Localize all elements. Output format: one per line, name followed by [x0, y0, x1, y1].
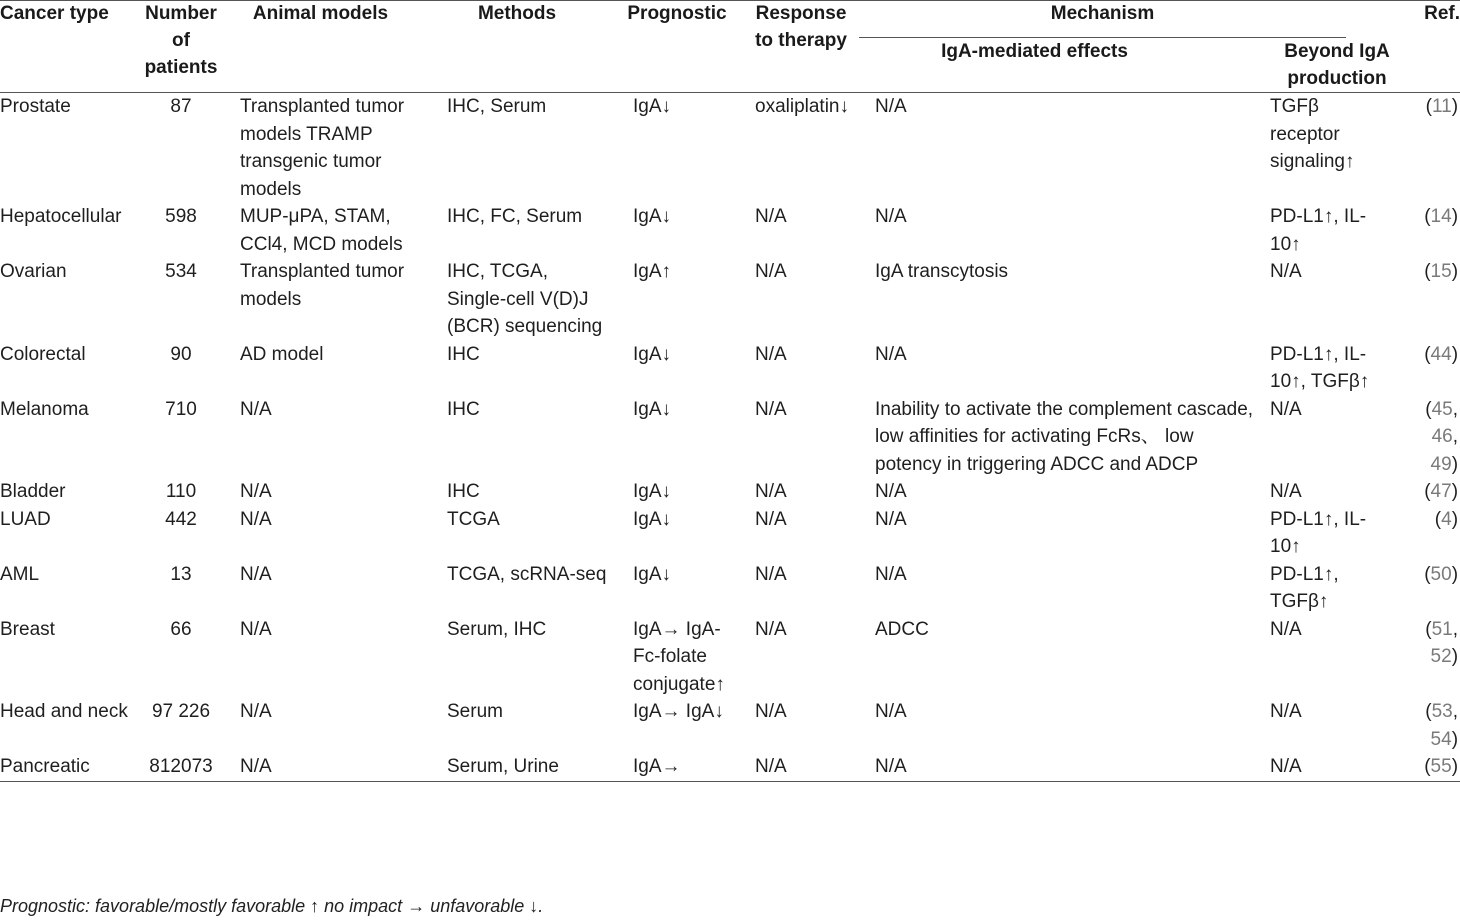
- cell-response-to-therapy: N/A: [755, 701, 787, 722]
- cell-animal-models: N/A: [240, 398, 272, 420]
- cell-number-of-patients: 110: [165, 481, 197, 502]
- cell-prognostic: IgA↑: [633, 261, 672, 282]
- cell-cancer-type: Colorectal: [0, 343, 86, 365]
- cell-iga-mediated-effects: IgA transcytosis: [875, 261, 1009, 282]
- ref-link[interactable]: 46: [1431, 426, 1453, 447]
- header-animal-models: Animal models: [224, 0, 447, 93]
- cell-number-of-patients: 534: [165, 261, 197, 282]
- cell-beyond-iga-production: TGFβ receptor signaling↑: [1270, 96, 1355, 172]
- ref-link[interactable]: 44: [1430, 343, 1452, 365]
- cell-animal-models: MUP-μPA, STAM, CCl4, MCD models: [240, 206, 403, 255]
- ref-link[interactable]: 15: [1430, 261, 1452, 282]
- cell-ref: (51, 52): [1425, 618, 1459, 667]
- table-row: [0, 258, 1460, 341]
- ref-link[interactable]: 50: [1430, 563, 1452, 585]
- cell-response-to-therapy: N/A: [755, 563, 787, 585]
- cell-response-to-therapy: N/A: [755, 618, 787, 640]
- cell-number-of-patients: 97 226: [151, 701, 211, 722]
- cell-number-of-patients: 13: [170, 563, 192, 585]
- cell-methods: Serum, Urine: [447, 753, 617, 781]
- cell-ref: (45, 46, 49): [1425, 398, 1459, 475]
- cell-prognostic: IgA↓: [633, 563, 672, 585]
- cell-beyond-iga-production: N/A: [1270, 753, 1404, 781]
- cell-cancer-type: Head and neck: [0, 701, 128, 722]
- cell-methods: TCGA: [447, 508, 500, 530]
- cell-response-to-therapy: N/A: [739, 753, 859, 781]
- cell-methods: IHC, Serum: [447, 96, 547, 117]
- cell-methods: TCGA, scRNA-seq: [447, 563, 607, 585]
- table-row: [0, 561, 1460, 616]
- cell-prognostic: IgA→ IgA-Fc-folate conjugate↑: [633, 618, 725, 695]
- cell-response-to-therapy: N/A: [755, 508, 787, 530]
- cell-ref: (47): [1424, 481, 1459, 502]
- cell-ref: (15): [1424, 261, 1459, 282]
- header-prognostic: Prognostic: [617, 0, 739, 93]
- ref-link[interactable]: 14: [1430, 206, 1452, 227]
- cell-cancer-type: AML: [0, 563, 40, 585]
- cell-beyond-iga-production: PD-L1↑, IL-10↑: [1270, 508, 1367, 557]
- cell-beyond-iga-production: N/A: [1270, 261, 1302, 282]
- cell-iga-mediated-effects: N/A: [875, 508, 907, 530]
- cell-prognostic: IgA↓: [633, 206, 672, 227]
- cell-prognostic: IgA↓: [633, 398, 672, 420]
- cell-number-of-patients: 710: [165, 398, 197, 420]
- cell-prognostic: IgA→: [617, 753, 739, 781]
- table-row: [0, 341, 1460, 396]
- cell-beyond-iga-production: PD-L1↑, TGFβ↑: [1270, 563, 1339, 612]
- table-body: [0, 93, 1460, 782]
- cell-ref: (50): [1424, 563, 1459, 585]
- cell-prognostic: IgA↓: [633, 96, 672, 117]
- header-number-of-patients: Number of patients: [138, 0, 224, 93]
- cell-iga-mediated-effects: N/A: [875, 206, 907, 227]
- cell-response-to-therapy: N/A: [755, 261, 787, 282]
- cell-response-to-therapy: oxaliplatin↓: [755, 96, 849, 117]
- cell-methods: IHC, TCGA, Single-cell V(D)J (BCR) sequencing: [447, 261, 603, 337]
- cell-methods: IHC: [447, 343, 480, 365]
- cell-ref: (53, 54): [1425, 701, 1459, 750]
- cell-number-of-patients: 66: [170, 618, 192, 640]
- cell-methods: IHC: [447, 398, 480, 420]
- cell-cancer-type: Hepatocellular: [0, 206, 122, 227]
- cell-ref: (14): [1424, 206, 1459, 227]
- cell-prognostic: IgA→ IgA↓: [633, 701, 724, 722]
- table-row: [0, 753, 1460, 781]
- ref-link[interactable]: 11: [1431, 96, 1452, 117]
- cell-response-to-therapy: N/A: [755, 343, 787, 365]
- cell-ref: (4): [1434, 508, 1459, 530]
- cell-cancer-type: Bladder: [0, 481, 66, 502]
- cell-response-to-therapy: N/A: [755, 481, 787, 502]
- header-response-to-therapy: Response to therapy: [739, 0, 859, 93]
- cell-beyond-iga-production: N/A: [1270, 398, 1302, 420]
- table-footnote: Prognostic: favorable/mostly favorable ↑ no impact → unfavorable ↓.: [0, 896, 544, 916]
- header-cancer-type: Cancer type: [0, 0, 138, 93]
- cell-number-of-patients: 812073: [138, 753, 224, 781]
- cell-iga-mediated-effects: N/A: [859, 753, 1270, 781]
- cell-iga-mediated-effects: N/A: [875, 563, 907, 585]
- cell-beyond-iga-production: PD-L1↑, IL-10↑, TGFβ↑: [1270, 343, 1370, 392]
- cell-beyond-iga-production: N/A: [1270, 481, 1302, 502]
- cell-number-of-patients: 442: [165, 508, 197, 530]
- cell-ref: (44): [1424, 343, 1459, 365]
- cell-prognostic: IgA↓: [633, 343, 672, 365]
- ref-link[interactable]: 45: [1431, 398, 1453, 420]
- ref-link[interactable]: 49: [1430, 453, 1452, 475]
- header-ref: Ref.: [1404, 0, 1460, 93]
- header-mechanism-label: Mechanism: [859, 0, 1346, 38]
- ref-link[interactable]: 55: [1430, 756, 1452, 777]
- ref-link[interactable]: 51: [1431, 618, 1453, 640]
- cell-iga-mediated-effects: N/A: [875, 96, 907, 117]
- header-mechanism: [859, 0, 1404, 38]
- cell-beyond-iga-production: PD-L1↑, IL-10↑: [1270, 206, 1367, 255]
- cell-methods: Serum, IHC: [447, 618, 547, 640]
- cell-methods: IHC: [447, 481, 480, 502]
- cell-animal-models: N/A: [240, 563, 272, 585]
- cell-beyond-iga-production: N/A: [1270, 701, 1302, 722]
- cell-cancer-type: Breast: [0, 618, 55, 640]
- cell-number-of-patients: 90: [170, 343, 192, 365]
- cell-prognostic: IgA↓: [633, 481, 672, 502]
- table-row: [0, 616, 1460, 699]
- cell-animal-models: N/A: [224, 753, 447, 781]
- ref-link[interactable]: 4: [1441, 508, 1452, 530]
- cell-animal-models: N/A: [240, 701, 272, 722]
- table-row: [0, 203, 1460, 258]
- cell-iga-mediated-effects: Inability to activate the complement cascade, low affinities for activating FcRs、 low potency in triggering ADCC and ADCP: [875, 398, 1254, 475]
- cell-animal-models: Transplanted tumor models: [240, 261, 405, 310]
- cell-response-to-therapy: N/A: [755, 398, 787, 420]
- header-iga-mediated-effects: IgA-mediated effects: [859, 38, 1270, 93]
- cell-iga-mediated-effects: N/A: [875, 343, 907, 365]
- cell-iga-mediated-effects: ADCC: [875, 618, 929, 640]
- table-row: [0, 506, 1460, 561]
- cell-response-to-therapy: N/A: [755, 206, 787, 227]
- table-row: [0, 93, 1460, 204]
- cell-prognostic: IgA↓: [633, 508, 672, 530]
- cell-animal-models: N/A: [240, 618, 272, 640]
- cell-ref: (11): [1425, 96, 1459, 117]
- header-beyond-iga-production: Beyond IgA production: [1270, 38, 1404, 93]
- ref-link[interactable]: 53: [1431, 701, 1453, 722]
- cell-cancer-type: Ovarian: [0, 261, 67, 282]
- ref-link[interactable]: 47: [1430, 481, 1452, 502]
- cell-animal-models: Transplanted tumor models TRAMP transgenic tumor models: [240, 96, 405, 200]
- ref-link[interactable]: 54: [1430, 728, 1452, 750]
- ref-link[interactable]: 52: [1430, 646, 1452, 667]
- cell-number-of-patients: 598: [165, 206, 197, 227]
- cell-cancer-type: LUAD: [0, 508, 51, 530]
- table-row: [0, 396, 1460, 479]
- table-row: [0, 698, 1460, 753]
- cell-cancer-type: Melanoma: [0, 398, 89, 420]
- cell-cancer-type: Pancreatic: [0, 753, 138, 781]
- table-row: [0, 478, 1460, 506]
- cell-methods: Serum: [447, 701, 503, 722]
- cell-ref: (55): [1404, 753, 1460, 781]
- header-methods: Methods: [447, 0, 617, 93]
- cell-methods: IHC, FC, Serum: [447, 206, 583, 227]
- cell-animal-models: N/A: [240, 508, 272, 530]
- cell-animal-models: N/A: [240, 481, 272, 502]
- cell-beyond-iga-production: N/A: [1270, 618, 1302, 640]
- cell-iga-mediated-effects: N/A: [875, 701, 907, 722]
- cell-cancer-type: Prostate: [0, 96, 71, 117]
- cell-iga-mediated-effects: N/A: [875, 481, 907, 502]
- cell-number-of-patients: 87: [170, 96, 192, 117]
- cell-animal-models: AD model: [240, 343, 324, 365]
